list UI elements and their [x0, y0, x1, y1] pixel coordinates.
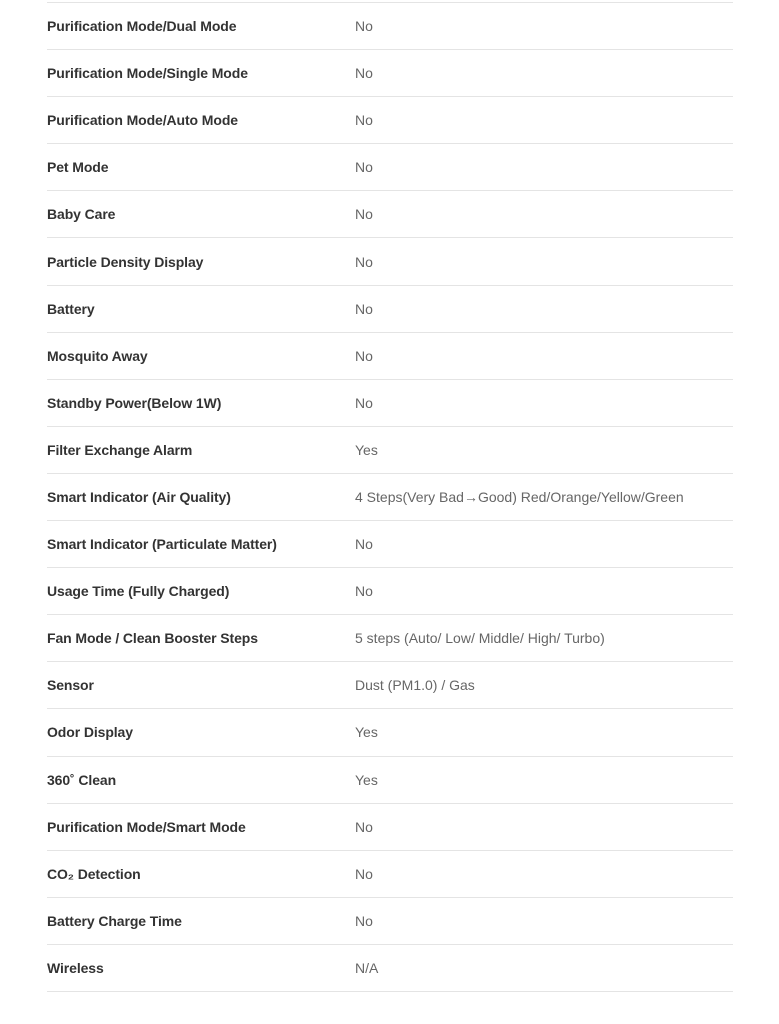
spec-label: Mosquito Away: [47, 347, 148, 364]
spec-label: Battery: [47, 300, 95, 317]
spec-row: [47, 191, 733, 238]
spec-label: Sensor: [47, 677, 94, 694]
spec-row: [47, 898, 733, 945]
spec-row: [47, 521, 733, 568]
spec-label: CO₂ Detection: [47, 865, 141, 882]
spec-label: Baby Care: [47, 206, 116, 223]
spec-row: [47, 757, 733, 804]
spec-value: No: [355, 818, 373, 835]
spec-row: [47, 615, 733, 662]
spec-value: No: [355, 912, 373, 929]
spec-value: Dust (PM1.0) / Gas: [355, 677, 475, 694]
spec-row: [47, 851, 733, 898]
spec-value: 5 steps (Auto/ Low/ Middle/ High/ Turbo): [355, 630, 605, 647]
spec-value: No: [355, 347, 373, 364]
spec-value: No: [355, 206, 373, 223]
spec-label: Smart Indicator (Particulate Matter): [47, 536, 277, 553]
spec-row: [47, 474, 733, 521]
spec-label: Purification Mode/Smart Mode: [47, 818, 246, 835]
spec-row: [47, 709, 733, 756]
spec-value: Yes: [355, 441, 378, 458]
spec-row: [47, 97, 733, 144]
spec-row: [47, 380, 733, 427]
spec-table: [47, 2, 733, 992]
spec-row: [47, 662, 733, 709]
spec-value: Yes: [355, 724, 378, 741]
spec-row: [47, 238, 733, 285]
spec-label: Pet Mode: [47, 159, 109, 176]
spec-value: Yes: [355, 771, 378, 788]
spec-label: Purification Mode/Auto Mode: [47, 112, 238, 129]
spec-row: [47, 3, 733, 50]
spec-label: Standby Power(Below 1W): [47, 394, 222, 411]
spec-row: [47, 333, 733, 380]
spec-label: Fan Mode / Clean Booster Steps: [47, 630, 258, 647]
spec-label: Purification Mode/Dual Mode: [47, 18, 237, 35]
spec-label: Smart Indicator (Air Quality): [47, 488, 231, 505]
spec-value: No: [355, 159, 373, 176]
spec-row: [47, 568, 733, 615]
spec-label: Usage Time (Fully Charged): [47, 583, 230, 600]
spec-label: Filter Exchange Alarm: [47, 441, 193, 458]
spec-label: Battery Charge Time: [47, 912, 182, 929]
spec-value: N/A: [355, 959, 379, 976]
spec-row: [47, 427, 733, 474]
spec-value: No: [355, 253, 373, 270]
spec-value: No: [355, 583, 373, 600]
spec-row: [47, 804, 733, 851]
spec-label: Odor Display: [47, 724, 133, 741]
spec-label: Wireless: [47, 959, 104, 976]
spec-value: No: [355, 300, 373, 317]
spec-value: No: [355, 394, 373, 411]
spec-value: No: [355, 18, 373, 35]
spec-value: No: [355, 865, 373, 882]
spec-label: Purification Mode/Single Mode: [47, 65, 248, 82]
spec-label: Particle Density Display: [47, 253, 204, 270]
spec-value: 4 Steps(Very Bad→Good) Red/Orange/Yellow/Green: [355, 488, 684, 505]
spec-row: [47, 945, 733, 992]
spec-row: [47, 144, 733, 191]
spec-value: No: [355, 65, 373, 82]
spec-row: [47, 286, 733, 333]
spec-label: 360˚ Clean: [47, 771, 117, 788]
spec-value: No: [355, 112, 373, 129]
spec-row: [47, 50, 733, 97]
spec-value: No: [355, 536, 373, 553]
